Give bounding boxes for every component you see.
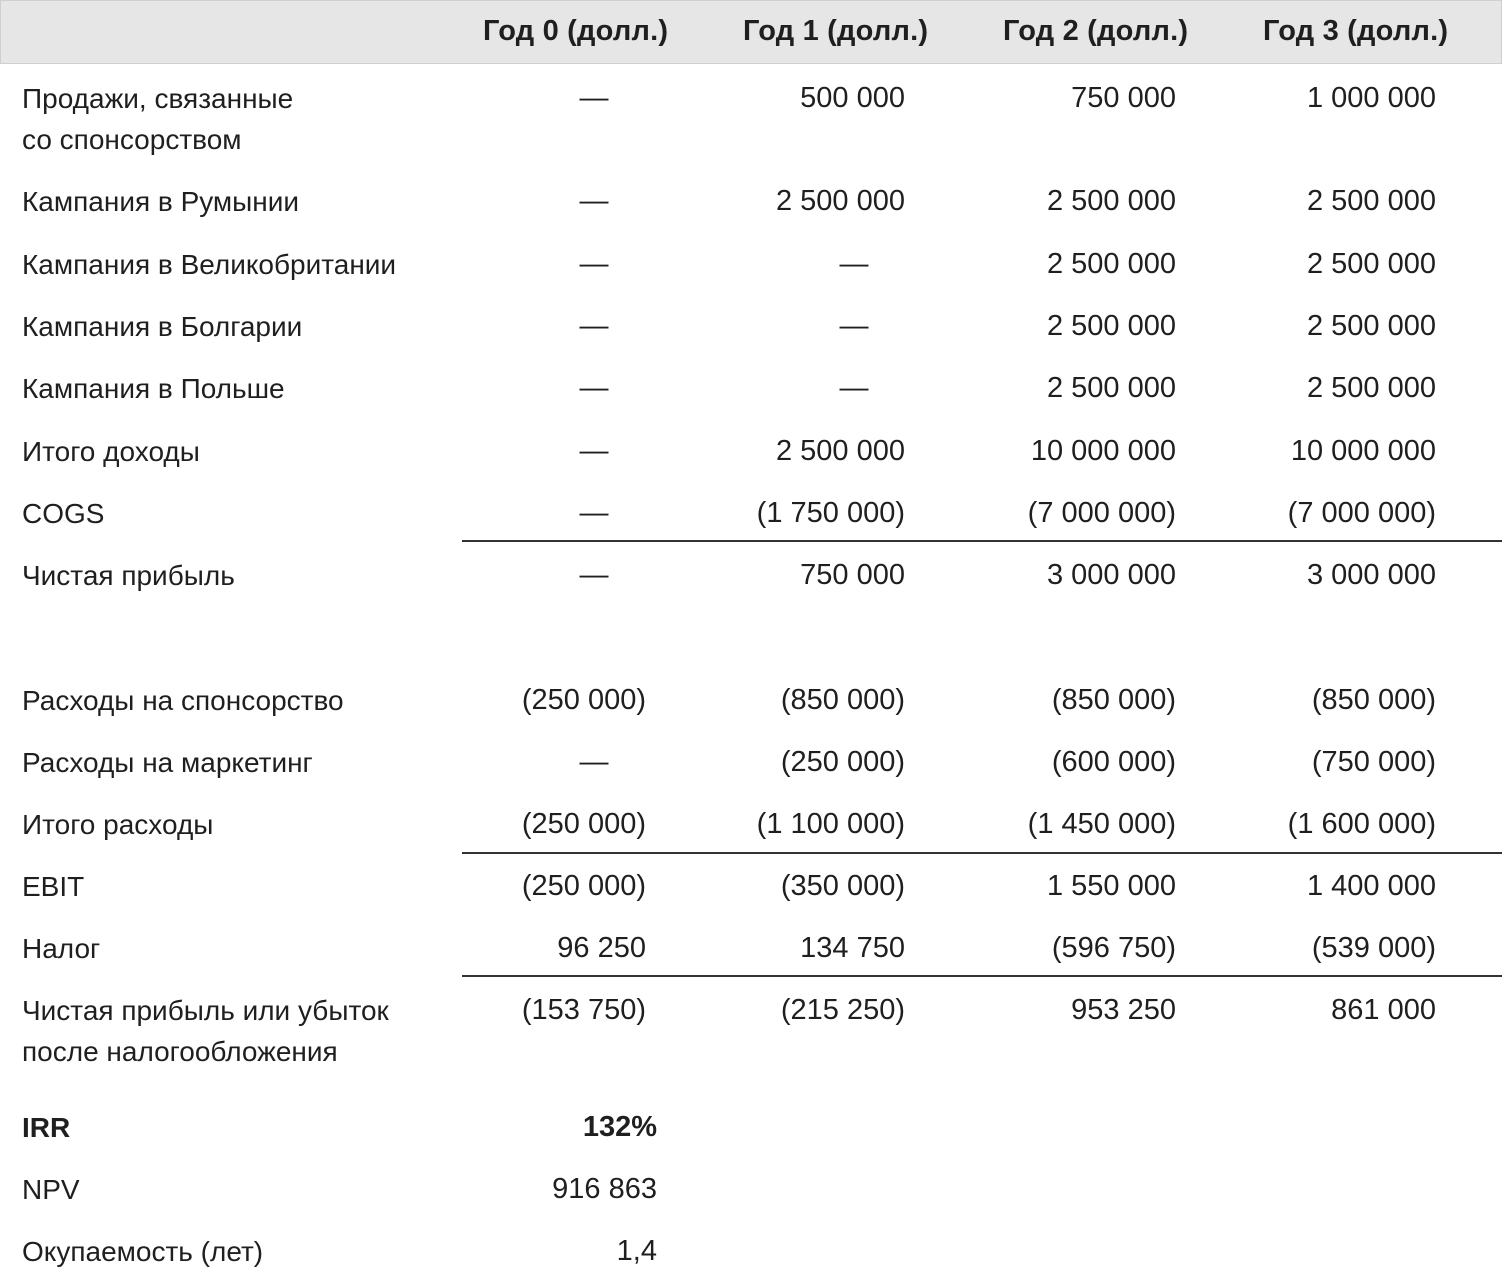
row-label-line2: после налогообложения — [22, 1036, 338, 1067]
row-label: Расходы на спонсорство — [22, 685, 344, 716]
cell-year-0: — — [579, 185, 609, 217]
cell-year-3: 1 400 000 — [1306, 870, 1436, 902]
cell-year-2: 953 250 — [1071, 994, 1176, 1026]
cell-year-3: 2 500 000 — [1306, 372, 1436, 404]
divider — [462, 975, 1502, 977]
cell-year-0: (250 000) — [521, 870, 646, 902]
row-label: Итого доходы — [22, 436, 200, 467]
cell-year-0: — — [579, 82, 609, 114]
cell-year-1: (350 000) — [780, 870, 905, 902]
cell-year-2: 750 000 — [1071, 82, 1176, 114]
cell-year-1: (1 750 000) — [756, 497, 905, 529]
row-label: Кампания в Польше — [22, 373, 285, 404]
cell-year-2: 1 550 000 — [1046, 870, 1176, 902]
table-header — [0, 0, 1502, 64]
cell-year-1: 2 500 000 — [775, 435, 905, 467]
row-label: Чистая прибыль — [22, 560, 235, 591]
divider — [462, 540, 1502, 542]
cell-year-3: 2 500 000 — [1306, 310, 1436, 342]
row-label-line2: со спонсорством — [22, 124, 242, 155]
irr-value: 132% — [582, 1111, 657, 1143]
payback-label: Окупаемость (лет) — [22, 1236, 264, 1267]
row-label: Чистая прибыль или убыток — [22, 995, 389, 1026]
cell-year-0: (250 000) — [521, 684, 646, 716]
row-label: Итого расходы — [22, 809, 214, 840]
row-label: EBIT — [22, 871, 85, 902]
row-label: Кампания в Румынии — [22, 186, 300, 217]
cell-year-3: 1 000 000 — [1306, 82, 1436, 114]
cell-year-1: 2 500 000 — [775, 185, 905, 217]
row-label: Расходы на маркетинг — [22, 747, 313, 778]
cell-year-3: (539 000) — [1311, 932, 1436, 964]
cell-year-2: 3 000 000 — [1046, 559, 1176, 591]
cell-year-3: 861 000 — [1331, 994, 1436, 1026]
cell-year-2: (7 000 000) — [1027, 497, 1176, 529]
cell-year-1: — — [839, 372, 869, 404]
cell-year-1: (250 000) — [780, 746, 905, 778]
cell-year-3: (750 000) — [1311, 746, 1436, 778]
cell-year-0: 96 250 — [557, 932, 646, 964]
cell-year-3: 2 500 000 — [1306, 248, 1436, 280]
npv-label: NPV — [22, 1174, 80, 1205]
irr-label: IRR — [22, 1112, 71, 1143]
cell-year-3: (7 000 000) — [1287, 497, 1436, 529]
cell-year-1: 134 750 — [800, 932, 905, 964]
divider — [462, 852, 1502, 854]
npv-value: 916 863 — [552, 1173, 657, 1205]
cell-year-1: (1 100 000) — [756, 808, 905, 840]
header-year-1: Год 1 (долл.) — [743, 15, 929, 47]
cell-year-3: 2 500 000 — [1306, 185, 1436, 217]
cell-year-2: 2 500 000 — [1046, 248, 1176, 280]
cell-year-2: 2 500 000 — [1046, 185, 1176, 217]
cell-year-0: — — [579, 746, 609, 778]
cell-year-3: (1 600 000) — [1287, 808, 1436, 840]
cell-year-0: — — [579, 372, 609, 404]
cell-year-0: — — [579, 310, 609, 342]
header-year-2: Год 2 (долл.) — [1003, 15, 1189, 47]
cell-year-0: — — [579, 248, 609, 280]
cell-year-2: 2 500 000 — [1046, 310, 1176, 342]
row-label: Кампания в Великобритании — [22, 249, 397, 280]
cell-year-1: (215 250) — [780, 994, 905, 1026]
cell-year-1: — — [839, 310, 869, 342]
cell-year-0: — — [579, 435, 609, 467]
cell-year-2: 2 500 000 — [1046, 372, 1176, 404]
row-label: Продажи, связанные — [22, 83, 294, 114]
header-year-3: Год 3 (долл.) — [1263, 15, 1449, 47]
payback-value: 1,4 — [616, 1235, 657, 1267]
cell-year-1: 750 000 — [800, 559, 905, 591]
cell-year-0: — — [579, 559, 609, 591]
cell-year-2: (850 000) — [1051, 684, 1176, 716]
cell-year-1: 500 000 — [800, 82, 905, 114]
cell-year-0: — — [579, 497, 609, 529]
header-year-0: Год 0 (долл.) — [483, 15, 669, 47]
row-label: COGS — [22, 498, 105, 529]
row-label: Кампания в Болгарии — [22, 311, 303, 342]
cell-year-2: (1 450 000) — [1027, 808, 1176, 840]
cell-year-2: 10 000 000 — [1030, 435, 1176, 467]
cell-year-3: 3 000 000 — [1306, 559, 1436, 591]
cell-year-0: (153 750) — [521, 994, 646, 1026]
cell-year-0: (250 000) — [521, 808, 646, 840]
cell-year-1: — — [839, 248, 869, 280]
cell-year-2: (596 750) — [1051, 932, 1176, 964]
cell-year-2: (600 000) — [1051, 746, 1176, 778]
cell-year-1: (850 000) — [780, 684, 905, 716]
cell-year-3: 10 000 000 — [1290, 435, 1436, 467]
cell-year-3: (850 000) — [1311, 684, 1436, 716]
row-label: Налог — [22, 933, 101, 964]
